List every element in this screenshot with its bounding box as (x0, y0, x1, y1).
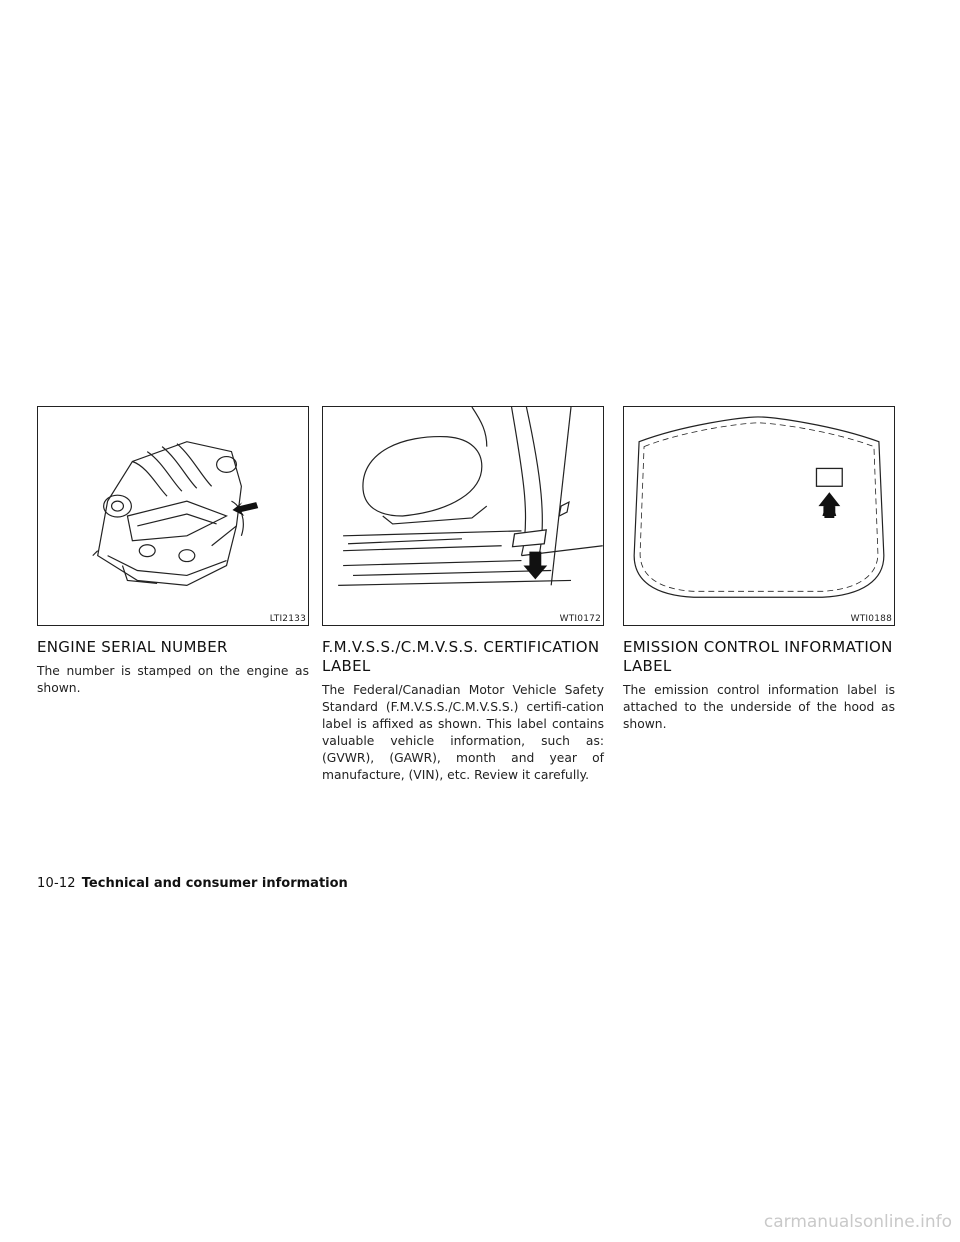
figure-code: LTI2133 (269, 614, 306, 624)
section-heading: EMISSION CONTROL INFORMATION LABEL (623, 638, 893, 675)
engine-illustration (37, 406, 309, 626)
watermark: carmanualsonline.info (763, 1212, 952, 1232)
section-body: The Federal/Canadian Motor Vehicle Safety Standard (F.M.V.S.S./C.M.V.S.S.) certifi-cation label is affixed as shown. This label contains valuable vehicle information, such as: (GVWR), (GAWR), month and year of manufacture, (VIN), etc. Review it carefully. (322, 683, 604, 782)
section-body: The emission control information label is attached to the underside of the hood as shown. (623, 683, 895, 731)
hood-drawing (624, 407, 894, 625)
door-pillar-illustration (322, 406, 604, 626)
figure-code: WTI0188 (850, 614, 892, 624)
section-emission-control-label (623, 406, 895, 733)
hood-illustration (623, 406, 895, 626)
page-footer (37, 876, 348, 891)
section-engine-serial-number (37, 406, 309, 697)
page-number: 10-12 (37, 876, 76, 891)
section-heading: F.M.V.S.S./C.M.V.S.S. CERTIFICATION LABEL (322, 638, 600, 675)
section-body: The number is stamped on the engine as shown. (37, 664, 309, 695)
door-pillar-drawing (323, 407, 603, 625)
section-certification-label (322, 406, 604, 784)
engine-drawing (38, 407, 308, 625)
figure-code: WTI0172 (559, 614, 601, 624)
section-heading: ENGINE SERIAL NUMBER (37, 638, 228, 656)
chapter-title: Technical and consumer information (81, 876, 348, 891)
